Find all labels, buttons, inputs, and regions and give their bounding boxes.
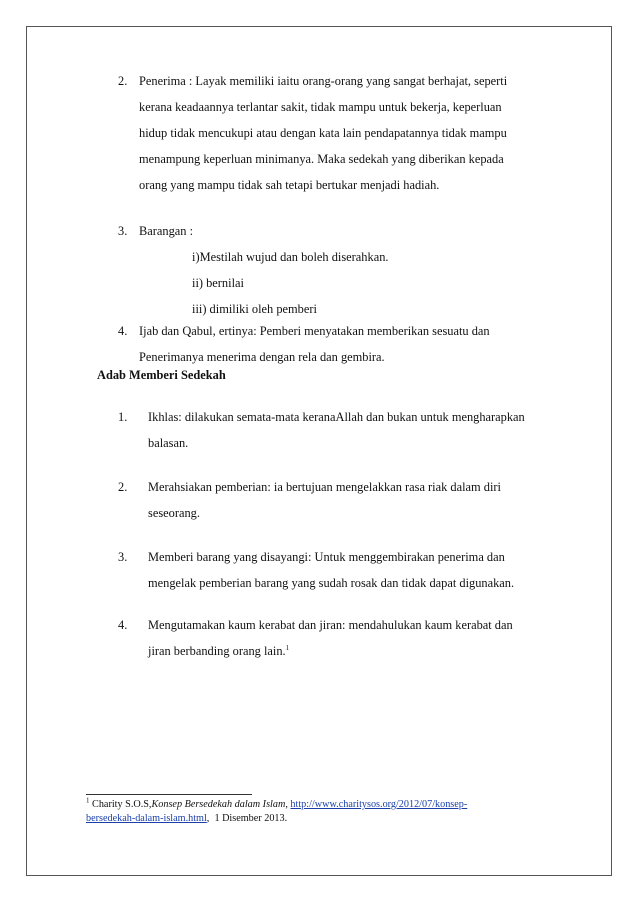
list-item-text: Ikhlas: dilakukan semata-mata keranaAllah dan bukan untuk mengharapkan (148, 410, 525, 424)
list-number: 4. (118, 618, 128, 632)
list-item-text: mengelak pemberian barang yang sudah rosak dan tidak dapat digunakan. (148, 576, 515, 590)
list-item-text: hidup tidak mencukupi atau dengan kata lain pendapatannya tidak mampu (139, 126, 507, 140)
footnote-url-part2[interactable]: bersedekah-dalam-islam.html (86, 813, 207, 824)
list-number: 4. (118, 324, 128, 338)
list-item-text: Penerima : Layak memiliki iaitu orang-orang yang sangat berhajat, seperti (139, 74, 508, 88)
footnote-separator (86, 794, 252, 795)
list-number: 2. (118, 74, 128, 88)
list-number: 2. (118, 480, 128, 494)
list-item-text: Ijab dan Qabul, ertinya: Pemberi menyatakan memberikan sesuatu dan (139, 324, 490, 338)
footnote-date: 1 Disember 2013. (214, 813, 288, 824)
list-item-text: Barangan : (139, 224, 194, 238)
list-item-text: menampung keperluan minimanya. Maka sedekah yang diberikan kepada (139, 152, 504, 166)
list-item-text: balasan. (148, 436, 189, 450)
list-number: 1. (118, 410, 128, 424)
list-item-text: Memberi barang yang disayangi: Untuk menggembirakan penerima dan (148, 550, 505, 564)
list-item-text: Merahsiakan pemberian: ia bertujuan mengelakkan rasa riak dalam diri (148, 480, 501, 494)
footnote-reference[interactable]: 1 (285, 643, 290, 652)
sub-item-text: ii) bernilai (192, 276, 244, 290)
sub-item-text: iii) dimiliki oleh pemberi (192, 302, 317, 316)
footnote-author: Charity S.O.S, (92, 799, 152, 810)
list-item-text: orang yang mampu tidak sah tetapi bertukar menjadi hadiah. (139, 178, 440, 192)
section-heading: Adab Memberi Sedekah (97, 368, 226, 382)
list-number: 3. (118, 550, 128, 564)
list-number: 3. (118, 224, 128, 238)
list-item-text: Penerimanya menerima dengan rela dan gembira. (139, 350, 385, 364)
footnote: $^1$ Charity S.O.S,Konsep Bersedekah dalam Islam, http://www.charitysos.org/2012/07/konsep- bersedekah-dalam-islam.html, 1 Disember 2013. (86, 796, 468, 824)
list-item-text: jiran berbanding orang lain. (148, 644, 286, 658)
sub-item-text: i)Mestilah wujud dan boleh diserahkan. (192, 250, 389, 264)
list-item-text-with-ref (148, 638, 289, 664)
footnote-title: Konsep Bersedekah dalam Islam (151, 799, 286, 810)
list-item-text: seseorang. (148, 506, 200, 520)
footnote-marker: 1 (86, 796, 90, 805)
list-item-text: kerana keadaannya terlantar sakit, tidak mampu untuk bekerja, keperluan (139, 100, 502, 114)
footnote-url-part1[interactable]: http://www.charitysos.org/2012/07/konsep- (290, 799, 468, 810)
list-item-text: Mengutamakan kaum kerabat dan jiran: mendahulukan kaum kerabat dan (148, 618, 513, 632)
